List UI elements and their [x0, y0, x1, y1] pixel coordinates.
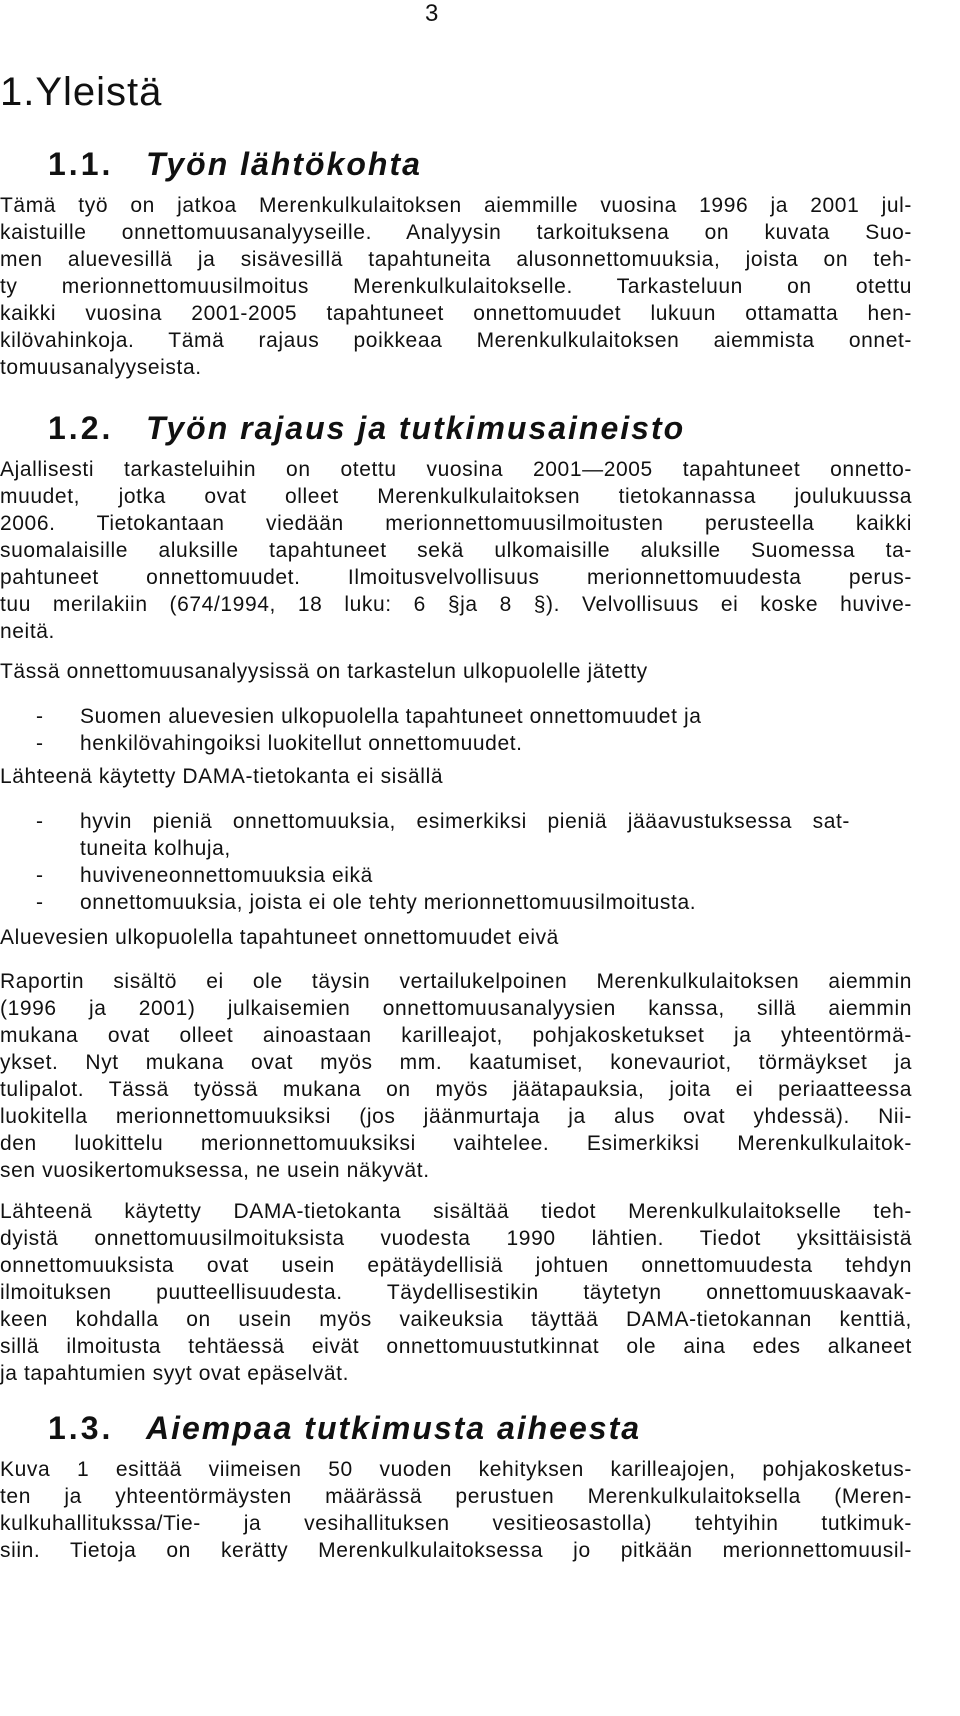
list-item: - henkilövahingoiksi luokitellut onnettomuudet.	[0, 730, 912, 757]
exclusion-list	[0, 703, 912, 757]
text-line: ja tapahtumien syyt ovat epäselvät.	[0, 1362, 350, 1385]
text-line: neitä.	[0, 620, 55, 643]
section-heading-1-3	[48, 1410, 641, 1447]
text-line: Raportin sisältö ei ole täysin vertailukelpoinen Merenkulkulaitoksen aiemmin	[0, 970, 912, 993]
text-line: kilövahinkoja. Tämä rajaus poikkeaa Merenkulkulaitoksen aiemmista onnet-	[0, 329, 912, 352]
text-line: Kuva 1 esittää viimeisen 50 vuoden kehityksen karilleajojen, pohjakosketus-	[0, 1458, 912, 1481]
paragraph-1-2-f	[0, 1198, 912, 1387]
text-line: keen kohdalla on usein myös vaikeuksia täyttää DAMA-tietokannan kenttiä,	[0, 1308, 912, 1331]
text-line: tuu merilakiin (674/1994, 18 luku: 6 §ja 8 §). Velvollisuus ei koske huvive-	[0, 593, 912, 616]
section-title: Työn rajaus ja tutkimusaineisto	[146, 410, 686, 446]
text-line: luokitella merionnettomuuksiksi (jos jäänmurtaja ja alus ovat yhdessä). Nii-	[0, 1105, 912, 1128]
list-item-text: onnettomuuksia, joista ei ole tehty merionnettomuusilmoitusta.	[80, 891, 697, 914]
text-line: kaikki vuosina 2001-2005 tapahtuneet onnettomuudet lukuun ottamatta hen-	[0, 302, 912, 325]
text-line: sen vuosikertomuksessa, ne usein näkyvät.	[0, 1159, 430, 1182]
text-line: men aluevesillä ja sisävesillä tapahtuneita alusonnettomuuksia, joista on teh-	[0, 248, 912, 271]
paragraph-1-2-d	[0, 924, 912, 951]
list-item: - onnettomuuksia, joista ei ole tehty merionnettomuusilmoitusta.	[0, 889, 912, 916]
list-item: - Suomen aluevesien ulkopuolella tapahtuneet onnettomuudet ja	[0, 703, 912, 730]
text-line: muudet, jotka ovat olleet Merenkulkulaitoksen tietokannassa joulukuussa	[0, 485, 912, 508]
text-line: siin. Tietoja on kerätty Merenkulkulaitoksessa jo pitkään merionnettomuusil-	[0, 1539, 912, 1562]
text-line: ten ja yhteentörmäysten määrässä perustuen Merenkulkulaitoksella (Meren-	[0, 1485, 912, 1508]
paragraph-1-2-b	[0, 658, 912, 685]
list-item-text: Suomen aluevesien ulkopuolella tapahtuneet onnettomuudet ja	[80, 705, 702, 728]
section-number: 1.3.	[48, 1410, 114, 1446]
paragraph-1-3	[0, 1456, 912, 1564]
section-title: Työn lähtökohta	[146, 146, 422, 182]
paragraph-1-2-e	[0, 968, 912, 1184]
section-title: Aiempaa tutkimusta aiheesta	[146, 1410, 642, 1446]
text-line: Lähteenä käytetty DAMA-tietokanta ei sisällä	[0, 765, 444, 788]
section-heading-1-2	[48, 410, 685, 447]
text-line: tomuusanalyyseista.	[0, 356, 202, 379]
text-line: sillä ilmoitusta tehtäessä eivät onnettomuustutkinnat ole aina edes alkaneet	[0, 1335, 912, 1358]
list-item-text: tuneita kolhuja,	[80, 837, 231, 860]
list-item-text: hyvin pieniä onnettomuuksia, esimerkiksi pieniä jääavustuksessa sat-	[80, 810, 850, 833]
text-line: ty merionnettomuusilmoitus Merenkulkulaitokselle. Tarkasteluun on otettu	[0, 275, 912, 298]
text-line: Tämä työ on jatkoa Merenkulkulaitoksen aiemmille vuosina 1996 ja 2001 jul-	[0, 194, 912, 217]
text-line: den luokittelu merionnettomuuksiksi vaihtelee. Esimerkiksi Merenkulkulaitok-	[0, 1132, 912, 1155]
chapter-heading: 1.Yleistä	[0, 70, 163, 114]
list-item: - huviveneonnettomuuksia eikä	[0, 862, 912, 889]
text-line: (1996 ja 2001) julkaisemien onnettomuusanalyysien kanssa, sillä aiemmin	[0, 997, 912, 1020]
text-line: tulipalot. Tässä työssä mukana on myös jäätapauksia, joita ei periaatteessa	[0, 1078, 912, 1101]
text-line: pahtuneet onnettomuudet. Ilmoitusvelvollisuus merionnettomuudesta perus-	[0, 566, 912, 589]
list-item-text: huviveneonnettomuuksia eikä	[80, 864, 373, 887]
text-line: mukana ovat olleet ainoastaan karilleajot, pohjakosketukset ja yhteentörmä-	[0, 1024, 912, 1047]
section-number: 1.2.	[48, 410, 114, 446]
text-line: ilmoituksen puutteellisuudesta. Täydellisestikin täytetyn onnettomuuskaavak-	[0, 1281, 912, 1304]
list-item: - hyvin pieniä onnettomuuksia, esimerkiksi pieniä jääavustuksessa sat- tuneita kolhuja,	[0, 808, 912, 862]
text-line: kulkuhallitukssa/Tie- ja vesihallituksen vesitieosastolla) tehtyihin tutkimuk-	[0, 1512, 912, 1535]
text-line: Ajallisesti tarkasteluihin on otettu vuosina 2001—2005 tapahtuneet onnetto-	[0, 458, 912, 481]
paragraph-1-2-a	[0, 456, 912, 645]
paragraph-1-2-c	[0, 763, 912, 790]
text-line: onnettomuuksista ovat usein epätäydellisiä johtuen onnettomuudesta tehdyn	[0, 1254, 912, 1277]
text-line: kaistuille onnettomuusanalyyseille. Analyysin tarkoituksena on kuvata Suo-	[0, 221, 912, 244]
not-included-list	[0, 808, 912, 916]
paragraph-1-1	[0, 192, 912, 381]
text-line: suomalaisille aluksille tapahtuneet sekä ulkomaisille aluksille Suomessa ta-	[0, 539, 912, 562]
section-number: 1.1.	[48, 146, 114, 182]
text-line: dyistä onnettomuusilmoituksista vuodesta 1990 lähtien. Tiedot yksittäisistä	[0, 1227, 912, 1250]
section-heading-1-1	[48, 146, 422, 183]
page-number: 3	[425, 0, 439, 27]
text-line: ykset. Nyt mukana ovat myös mm. kaatumiset, konevauriot, törmäykset ja	[0, 1051, 912, 1074]
text-line: 2006. Tietokantaan viedään merionnettomuusilmoitusten perusteella kaikki	[0, 512, 912, 535]
text-line: Tässä onnettomuusanalyysissä on tarkastelun ulkopuolelle jätetty	[0, 660, 648, 683]
text-line: Aluevesien ulkopuolella tapahtuneet onnettomuudet eivä	[0, 926, 559, 949]
text-line: Lähteenä käytetty DAMA-tietokanta sisältää tiedot Merenkulkulaitokselle teh-	[0, 1200, 912, 1223]
list-item-text: henkilövahingoiksi luokitellut onnettomuudet.	[80, 732, 523, 755]
